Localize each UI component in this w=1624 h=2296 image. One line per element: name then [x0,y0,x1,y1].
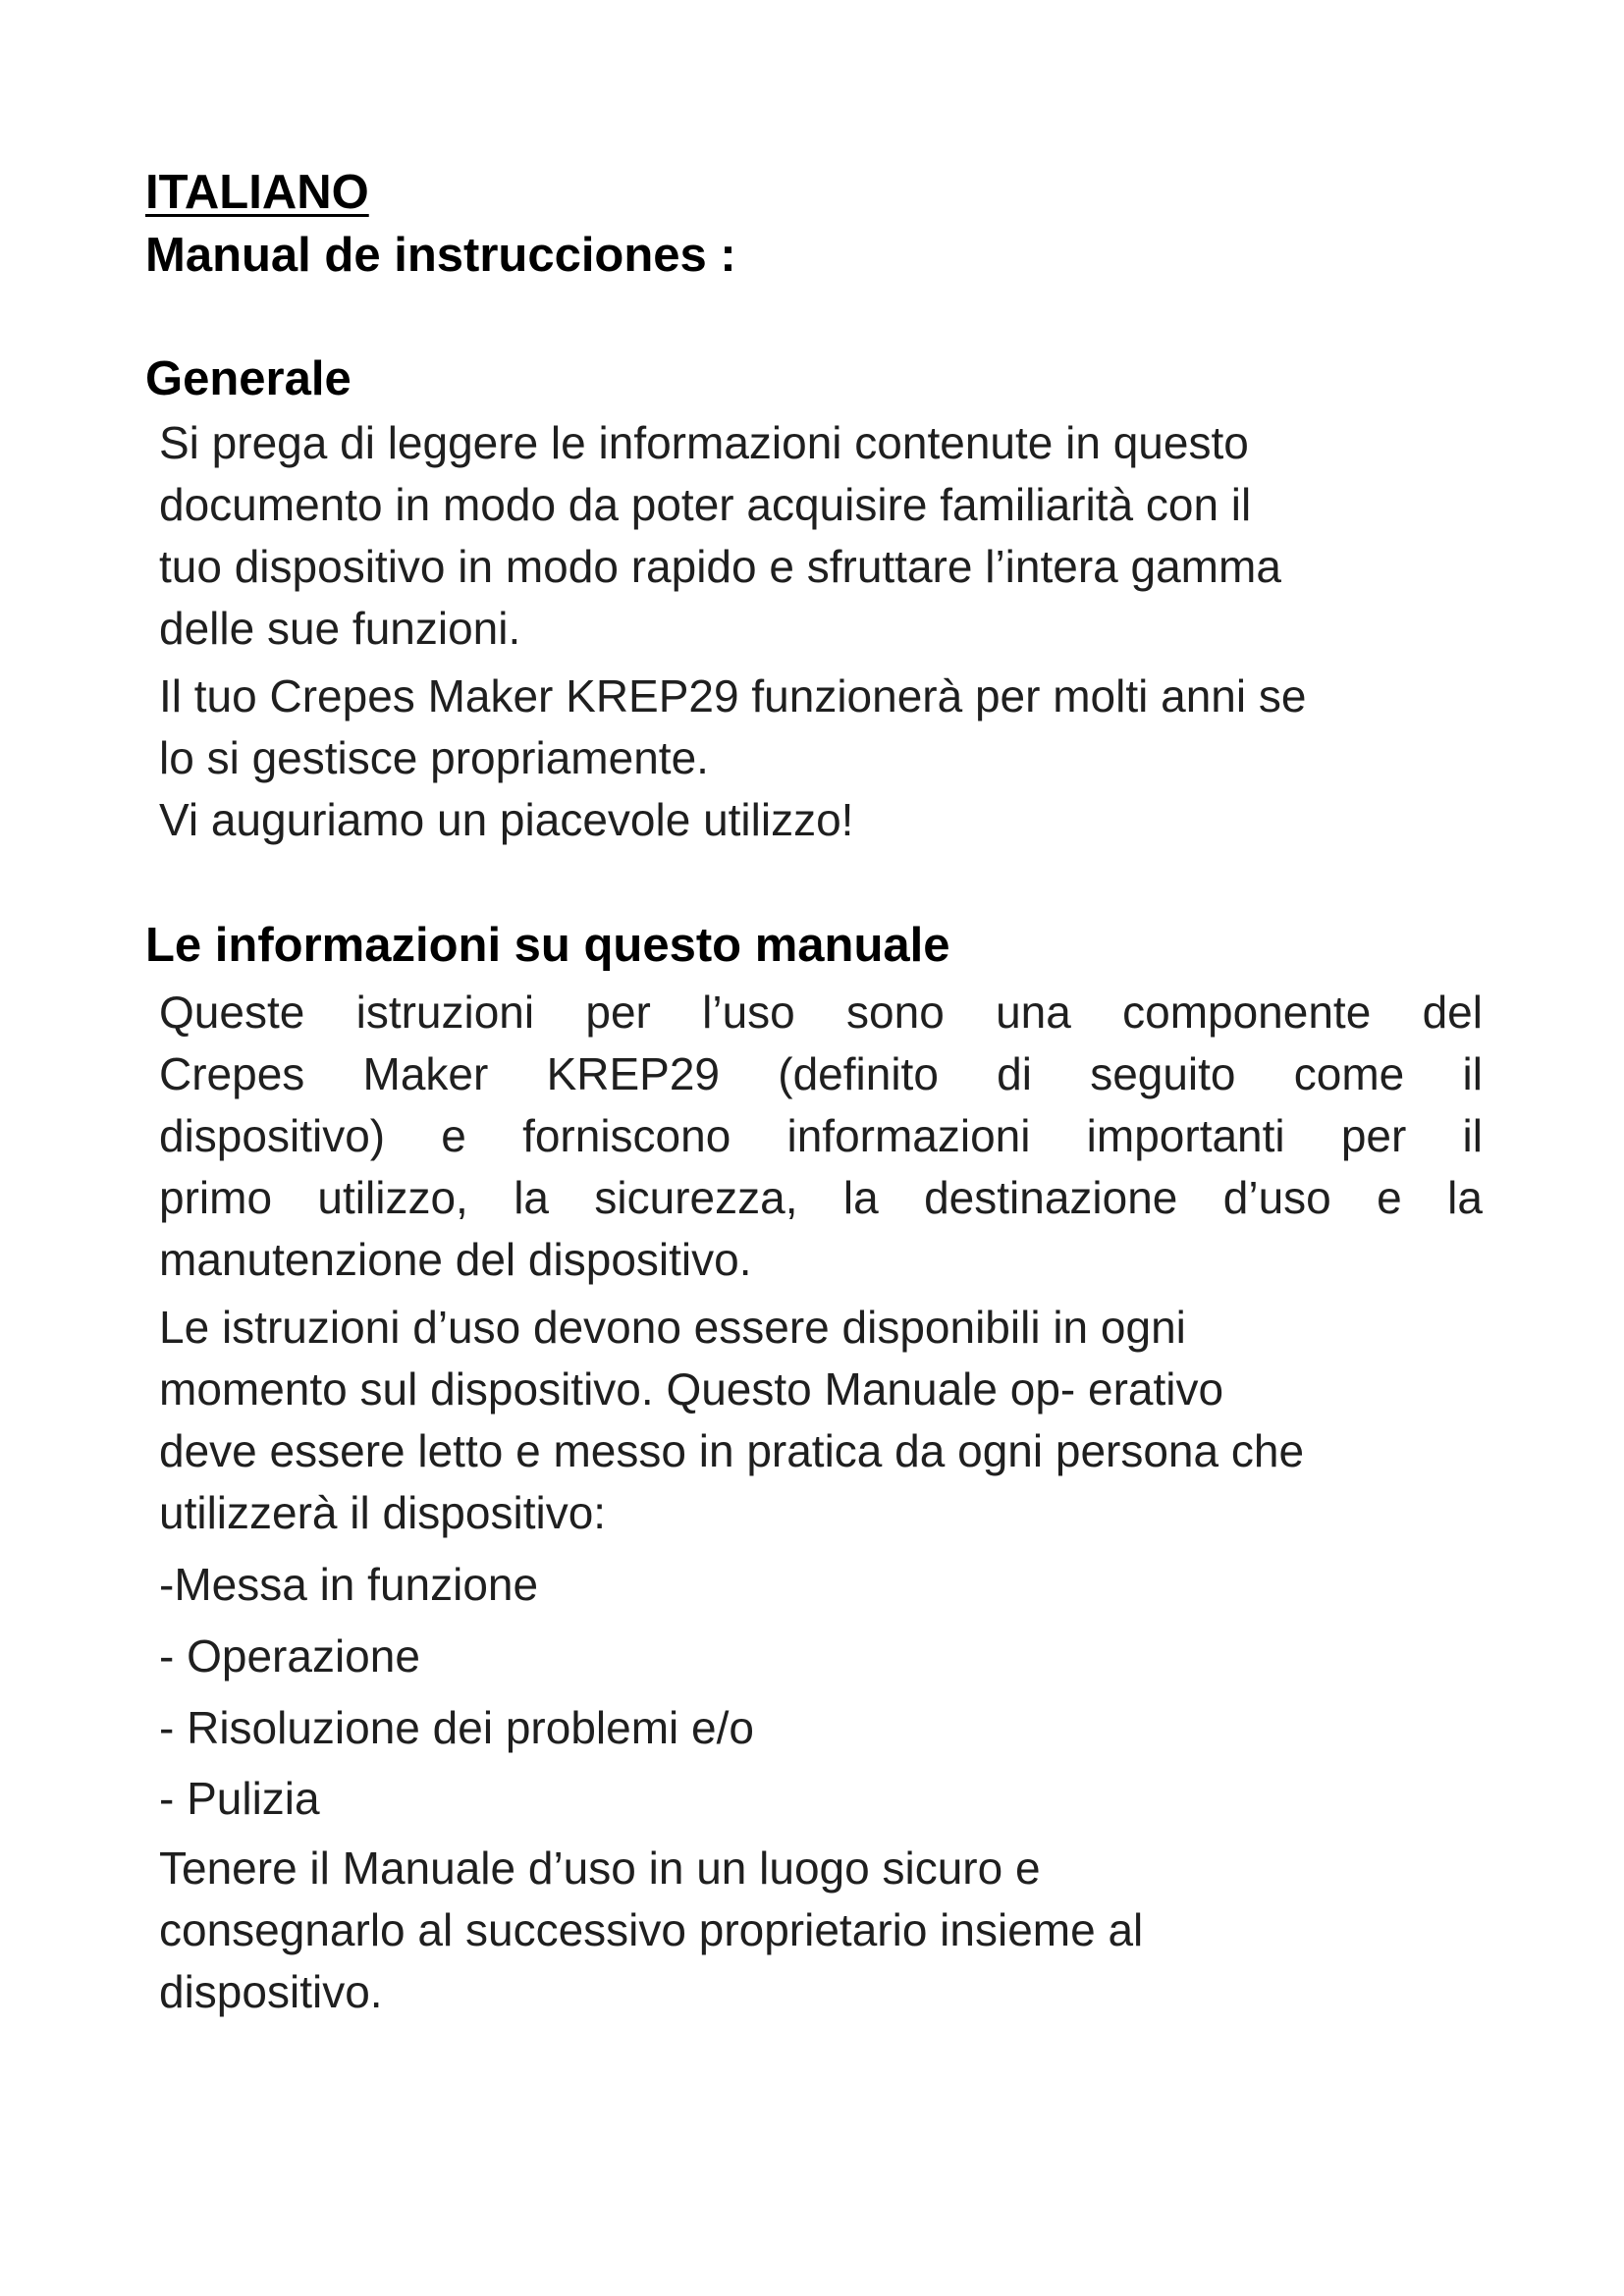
word: la [514,1172,550,1223]
justified-line [159,1167,1483,1229]
list-item: - Pulizia [159,1773,320,1824]
word: istruzioni [355,987,535,1038]
justified-line [159,982,1483,1043]
list-item: - Operazione [159,1630,420,1682]
text-line: manutenzione del dispositivo. [159,1234,752,1285]
manual-title: Manual de instrucciones : [145,229,736,282]
text-line: lo si gestisce propriamente. [159,732,709,783]
language-heading: ITALIANO [145,166,369,219]
justified-line [159,1105,1483,1167]
word: informazioni [786,1110,1031,1161]
text-line: documento in modo da poter acquisire familiarità con il [159,479,1252,530]
text-line: deve essere letto e messo in pratica da ogni persona che [159,1425,1305,1476]
text-line: Le istruzioni d’uso devono essere disponibili in ogni [159,1302,1186,1353]
word: e [441,1110,466,1161]
text-line: Vi auguriamo un piacevole utilizzo! [159,794,854,845]
generale-paragraph-2 [159,666,1306,851]
word: KREP29 [546,1048,721,1099]
word: sicurezza, [594,1172,798,1223]
word: Crepes [159,1048,305,1099]
generale-paragraph-1 [159,412,1281,660]
word: il [1462,1110,1483,1161]
word: Maker [362,1048,489,1099]
list-item: - Risoluzione dei problemi e/o [159,1702,754,1753]
word: per [585,987,651,1038]
word: d’uso [1222,1172,1331,1223]
word: come [1293,1048,1405,1099]
word: primo [159,1172,273,1223]
list-item: -Messa in funzione [159,1559,539,1610]
word: seguito [1090,1048,1236,1099]
text-line: momento sul dispositivo. Questo Manuale op- erativo [159,1363,1224,1415]
text-line: delle sue funzioni. [159,603,521,654]
text-line: Si prega di leggere le informazioni contenute in questo [159,417,1249,468]
word: una [996,987,1071,1038]
word: importanti [1086,1110,1285,1161]
section-heading-generale: Generale [145,352,352,405]
word: dispositivo) [159,1110,386,1161]
word: forniscono [522,1110,731,1161]
word: per [1340,1110,1407,1161]
text-line: consegnarlo al successivo proprietario insieme al [159,1904,1144,1955]
justified-line [159,1043,1483,1105]
word: e [1377,1172,1402,1223]
word: la [1447,1172,1483,1223]
text-line: Tenere il Manuale d’uso in un luogo sicuro e [159,1842,1041,1894]
word: Queste [159,987,305,1038]
text-line: utilizzerà il dispositivo: [159,1487,607,1538]
info-paragraph-2 [159,1297,1304,1544]
word: il [1462,1048,1483,1099]
info-paragraph-3 [159,1838,1143,2023]
text-line: dispositivo. [159,1966,383,2017]
info-paragraph-1 [159,982,1483,1291]
section-heading-info: Le informazioni su questo manuale [145,919,950,972]
word: di [997,1048,1032,1099]
word: componente [1122,987,1372,1038]
word: destinazione [924,1172,1178,1223]
word: l’uso [702,987,795,1038]
word: (definito [778,1048,939,1099]
text-line: Il tuo Crepes Maker KREP29 funzionerà per molti anni se [159,670,1307,721]
word: utilizzo, [317,1172,468,1223]
word: sono [846,987,945,1038]
word: la [842,1172,879,1223]
word: del [1422,987,1483,1038]
text-line: tuo dispositivo in modo rapido e sfruttare l’intera gamma [159,541,1281,592]
